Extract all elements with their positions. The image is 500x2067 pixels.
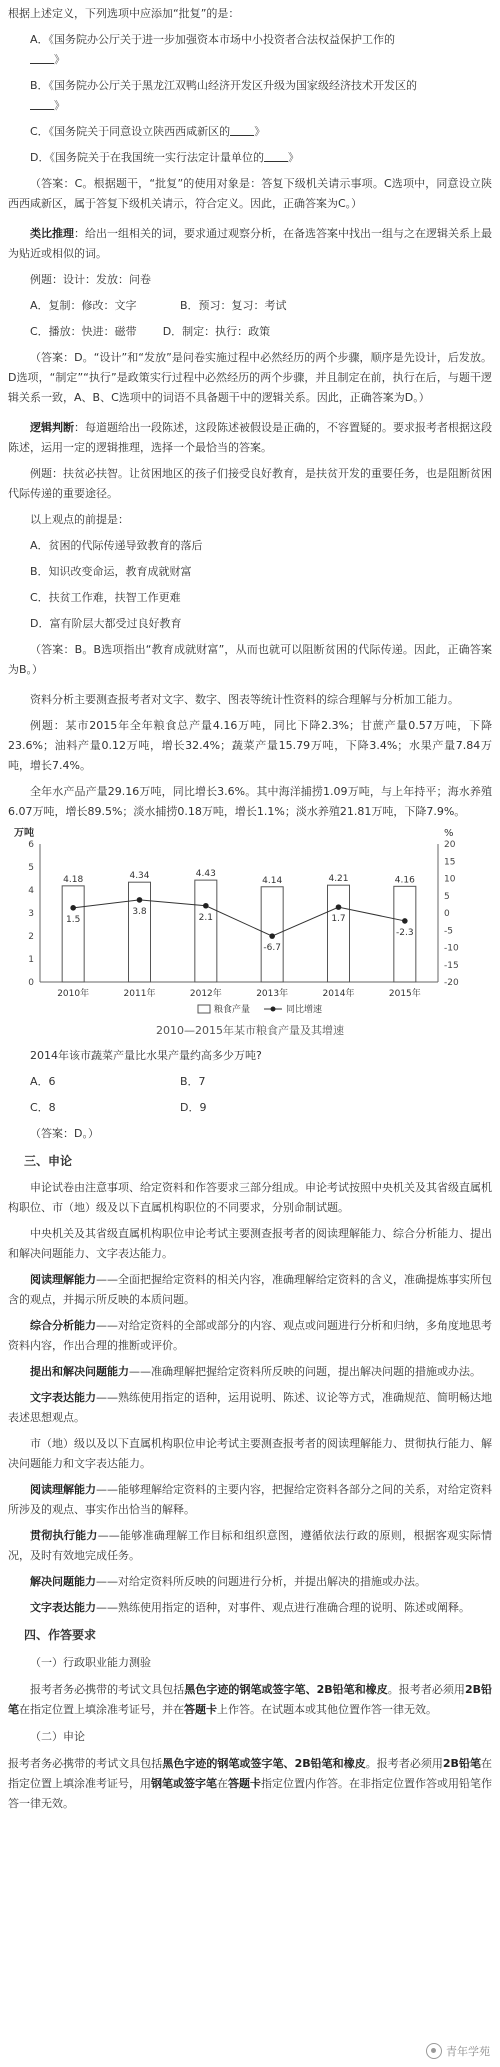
logic-example: 例题：扶贫必扶智。让贫困地区的孩子们接受良好教育，是扶贫开发的重要任务，也是阻断贫困代际传递的重要途径。 — [8, 467, 492, 500]
y-tick-right: -5 — [444, 926, 453, 937]
y-tick-right: 20 — [444, 840, 456, 850]
data-options-row2 — [0, 1098, 500, 1118]
analogy-option-d: D．制定：执行：政策 — [162, 325, 271, 338]
shenlun-p1: 申论试卷由注意事项、给定资料和作答要求三部分组成。申论考试按照中央机关及其省级直属机构职位、市（地）级及以下直属机构职位的不同要求，分别命制试题。 — [8, 1181, 492, 1214]
growth-line — [73, 900, 405, 936]
y-tick-right: -10 — [444, 943, 459, 954]
y-tick-left: 3 — [28, 909, 34, 919]
logic-option-b: B．知识改变命运，教育成就财富 — [30, 565, 192, 578]
option-d: D．《国务院关于在我国统一实行法定计量单位的 》 — [30, 151, 299, 164]
growth-point-3 — [269, 933, 275, 939]
analogy-example: 例题：设计：发放：问卷 — [30, 273, 151, 286]
data-option-d: D．9 — [180, 1101, 207, 1114]
growth-label: -6.7 — [263, 943, 281, 954]
logic-option-a: A．贫困的代际传递导致教育的落后 — [30, 539, 203, 552]
bar-label: 4.43 — [195, 869, 216, 880]
grain-chart — [8, 822, 478, 1022]
y-tick-left: 1 — [28, 955, 34, 965]
shenlun-p2: 中央机关及其省级直属机构职位申论考试主要测查报考者的阅读理解能力、综合分析能力、提出和解决问题能力、文字表达能力。 — [8, 1227, 492, 1260]
logic-definition: 逻辑判断：每道题给出一段陈述，这段陈述被假设是正确的，不容置疑的。要求报考者根据这段陈述，运用一定的逻辑推理，选择一个最恰当的答案。 — [8, 421, 492, 454]
growth-point-1 — [137, 897, 143, 903]
y-axis-right-label: % — [444, 828, 454, 839]
legend-line-label: 同比增速 — [286, 1005, 323, 1015]
x-tick-label: 2012年 — [189, 989, 222, 999]
blank-b — [30, 97, 54, 110]
shenlun-item2-writing: 文字表达能力——熟练使用指定的语种，对事件、观点进行准确合理的说明、陈述或阐释。 — [30, 1601, 470, 1614]
y-tick-right: 10 — [444, 874, 456, 885]
growth-label: -2.3 — [396, 927, 414, 938]
grain-chart-svg — [8, 822, 478, 1022]
shenlun-item-reading: 阅读理解能力——全面把握给定资料的相关内容，准确理解给定资料的含义，准确提炼事实所包含的观点，并揭示所反映的本质问题。 — [8, 1273, 492, 1306]
data-options-row1 — [0, 1072, 500, 1092]
x-tick-label: 2015年 — [388, 989, 421, 999]
growth-point-4 — [336, 904, 342, 910]
bar-label: 4.34 — [129, 871, 150, 882]
wechat-icon — [426, 2043, 442, 2059]
bar-label: 4.14 — [262, 875, 283, 886]
shenlun-item2-solving: 解决问题能力——对给定资料所反映的问题进行分析，并提出解决的措施或办法。 — [30, 1575, 426, 1588]
data-option-a: A．6 — [30, 1075, 56, 1088]
growth-point-0 — [70, 905, 76, 911]
option-a: A．《国务院办公厅关于进一步加强资本市场中小投资者合法权益保护工作的 》 — [30, 33, 396, 66]
shenlun-item-analysis: 综合分析能力——对给定资料的全部或部分的内容、观点或问题进行分析和归纳，多角度地思考资料内容，作出合理的推断或评价。 — [8, 1319, 492, 1352]
bar-4 — [328, 885, 350, 982]
analogy-options-row2 — [0, 322, 500, 342]
analogy-option-c: C．播放：快进：磁带 — [30, 325, 137, 338]
question-answer: （答案：C。根据题干，“批复”的使用对象是：答复下级机关请示事项。C选项中，同意设立陕西西咸新区，属于答复下级机关请示，符合定义。因此，正确答案为C。） — [8, 177, 492, 210]
analogy-option-a: A．复制：修改：文字 — [30, 299, 137, 312]
growth-label: 1.7 — [331, 914, 346, 925]
growth-point-2 — [203, 903, 209, 909]
y-tick-left: 2 — [28, 932, 34, 942]
blank-d — [264, 149, 288, 162]
y-tick-left: 5 — [28, 863, 34, 873]
analogy-option-b: B．预习：复习：考试 — [180, 299, 287, 312]
y-tick-right: -15 — [444, 960, 459, 971]
analogy-answer: （答案：D。“设计”和“发放”是问卷实施过程中必然经历的两个步骤，顺序是先设计，后发放。D选项，“制定”“执行”是政策实行过程中必然经历的两个步骤，并且制定在前，执行在后，与题干逻辑关系一致，A、B、C选项中的词语不具备题干中的逻辑关系。因此，正确答案为D。） — [8, 351, 492, 404]
x-tick-label: 2014年 — [322, 989, 355, 999]
bar-label: 4.16 — [394, 875, 415, 886]
requirements-sub1: （一）行政职业能力测验 — [30, 1656, 151, 1669]
legend-bar-swatch — [198, 1005, 210, 1013]
y-tick-left: 0 — [28, 978, 34, 988]
legend-bar-label: 粮食产量 — [214, 1005, 251, 1015]
growth-label: 1.5 — [66, 914, 81, 925]
chart-title: 2010—2015年某市粮食产量及其增速 — [156, 1024, 344, 1037]
data-analysis-question: 2014年该市蔬菜产量比水果产量约高多少万吨? — [30, 1049, 262, 1062]
growth-point-5 — [402, 918, 408, 924]
bar-label: 4.18 — [63, 874, 84, 885]
watermark: 青年学苑 — [426, 2043, 490, 2059]
requirements-p2: 报考者务必携带的考试文具包括黑色字迹的钢笔或签字笔、2B铅笔和橡皮。报考者必须用2B铅笔在指定位置上填涂准考证号，用钢笔或签字笔在答题卡指定位置内作答。在非指定位置作答或用铅笔作答一律无效。 — [8, 1757, 493, 1810]
requirements-sub2: （二）申论 — [30, 1730, 85, 1743]
data-option-c: C．8 — [30, 1101, 56, 1114]
growth-label: 2.1 — [198, 912, 213, 923]
bar-0 — [62, 886, 84, 982]
shenlun-item2-execution: 贯彻执行能力——能够准确理解工作目标和组织意图，遵循依法行政的原则，根据客观实际情况，及时有效地完成任务。 — [8, 1529, 493, 1562]
analogy-options-row1 — [0, 296, 500, 316]
option-b: B．《国务院办公厅关于黑龙江双鸭山经济开发区升级为国家级经济技术开发区的 》 — [30, 79, 418, 112]
blank-a — [30, 51, 54, 64]
bar-label: 4.21 — [328, 874, 349, 885]
data-analysis-answer: （答案：D。） — [30, 1127, 99, 1140]
x-tick-label: 2010年 — [57, 989, 90, 999]
question-intro: 根据上述定义，下列选项中应添加“批复”的是： — [8, 7, 240, 20]
logic-option-d: D．富有阶层大都受过良好教育 — [30, 617, 182, 630]
data-analysis-example: 例题：某市2015年全年粮食总产量4.16万吨，同比下降2.3%；甘蔗产量0.57万吨，下降23.6%；油料产量0.12万吨，增长32.4%；蔬菜产量15.79万吨，下降3.4%；水果产量7.84万吨，增长7.4%。 — [8, 719, 492, 772]
y-tick-right: -20 — [444, 978, 459, 988]
analogy-definition: 类比推理：给出一组相关的词，要求通过观察分析，在备选答案中找出一组与之在逻辑关系上最为贴近或相似的词。 — [8, 227, 492, 260]
shenlun-item-problem: 提出和解决问题能力——准确理解把握给定资料所反映的问题，提出解决问题的措施或办法。 — [30, 1365, 481, 1378]
y-tick-right: 0 — [444, 909, 450, 919]
shenlun-heading: 三、申论 — [24, 1154, 73, 1168]
x-tick-label: 2013年 — [256, 989, 289, 999]
y-tick-left: 6 — [28, 840, 34, 850]
blank-c — [230, 123, 254, 136]
logic-option-c: C．扶贫工作难，扶智工作更难 — [30, 591, 181, 604]
data-analysis-aquatic: 全年水产品产量29.16万吨，同比增长3.6%。其中海洋捕捞1.09万吨，与上年持平；海水养殖6.07万吨，增长89.5%；淡水捕捞0.18万吨，增长1.1%；淡水养殖21.81万吨，下降7.9%。 — [8, 785, 492, 818]
data-analysis-intro: 资料分析主要测查报考者对文字、数字、图表等统计性资料的综合理解与分析加工能力。 — [30, 693, 459, 706]
growth-label: 3.8 — [132, 906, 147, 917]
requirements-heading: 四、作答要求 — [24, 1628, 97, 1642]
option-c: C．《国务院关于同意设立陕西西咸新区的 》 — [30, 125, 266, 138]
legend-line-marker — [271, 1007, 276, 1012]
shenlun-item2-reading: 阅读理解能力——能够理解给定资料的主要内容，把握给定资料各部分之间的关系，对给定资料所涉及的观点、事实作出恰当的解释。 — [8, 1483, 492, 1516]
bar-2 — [195, 880, 217, 982]
x-tick-label: 2011年 — [123, 989, 156, 999]
shenlun-item-writing: 文字表达能力——熟练使用指定的语种，运用说明、陈述、议论等方式，准确规范、简明畅达地表述思想观点。 — [8, 1391, 492, 1424]
logic-answer: （答案：B。B选项指出“教育成就财富”，从而也就可以阻断贫困的代际传递。因此，正确答案为B。） — [8, 643, 492, 676]
logic-premise: 以上观点的前提是： — [30, 513, 129, 526]
y-tick-right: 5 — [444, 891, 450, 902]
y-tick-left: 4 — [28, 886, 34, 896]
data-option-b: B．7 — [180, 1075, 206, 1088]
y-axis-left-label: 万吨 — [14, 828, 34, 839]
y-tick-right: 15 — [444, 857, 456, 868]
shenlun-p3: 市（地）级以及以下直属机构职位申论考试主要测查报考者的阅读理解能力、贯彻执行能力、解决问题能力和文字表达能力。 — [8, 1437, 492, 1470]
requirements-p1: 报考者务必携带的考试文具包括黑色字迹的钢笔或签字笔、2B铅笔和橡皮。报考者必须用2B铅笔在指定位置上填涂准考证号，并在答题卡上作答。在试题本或其他位置作答一律无效。 — [8, 1683, 493, 1716]
